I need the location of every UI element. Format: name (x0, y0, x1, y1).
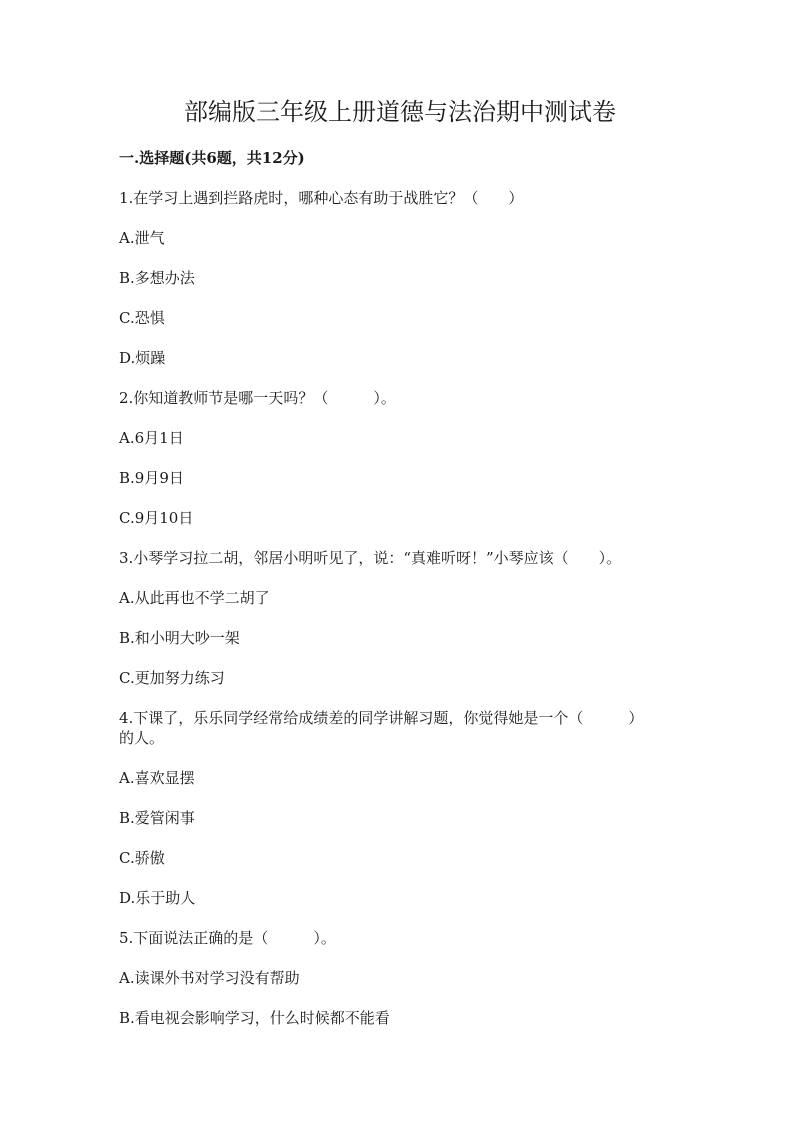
question-stem: 4.下课了，乐乐同学经常给成绩差的同学讲解习题，你觉得她是一个（ ） (119, 709, 644, 727)
answer-option: A.喜欢显摆 (119, 769, 195, 787)
answer-option: B.和小明大吵一架 (119, 629, 240, 647)
question-stem-continuation: 的人。 (119, 729, 165, 747)
answer-option: B.看电视会影响学习，什么时候都不能看 (119, 1009, 390, 1027)
answer-option: C.更加努力练习 (119, 669, 225, 687)
answer-option: A.6月1日 (119, 429, 184, 447)
answer-option: B.多想办法 (119, 269, 195, 287)
page-title: 部编版三年级上册道德与法治期中测试卷 (184, 98, 616, 126)
question-stem: 3.小琴学习拉二胡，邻居小明听见了，说：“真难听呀！”小琴应该（ ）。 (119, 549, 622, 567)
question-stem: 1.在学习上遇到拦路虎时，哪种心态有助于战胜它？（ ） (119, 189, 524, 207)
answer-option: A.泄气 (119, 229, 165, 247)
answer-option: B.爱管闲事 (119, 809, 195, 827)
answer-option: D.烦躁 (119, 349, 166, 367)
section-heading: 一.选择题(共6题，共12分) (119, 149, 305, 167)
answer-option: A.从此再也不学二胡了 (119, 589, 270, 607)
answer-option: A.读课外书对学习没有帮助 (119, 969, 300, 987)
question-stem: 2.你知道教师节是哪一天吗？（ ）。 (119, 389, 396, 407)
question-stem: 5.下面说法正确的是（ ）。 (119, 929, 336, 947)
answer-option: C.恐惧 (119, 309, 165, 327)
answer-option: D.乐于助人 (119, 889, 196, 907)
answer-option: B.9月9日 (119, 469, 184, 487)
answer-option: C.骄傲 (119, 849, 165, 867)
answer-option: C.9月10日 (119, 509, 194, 527)
